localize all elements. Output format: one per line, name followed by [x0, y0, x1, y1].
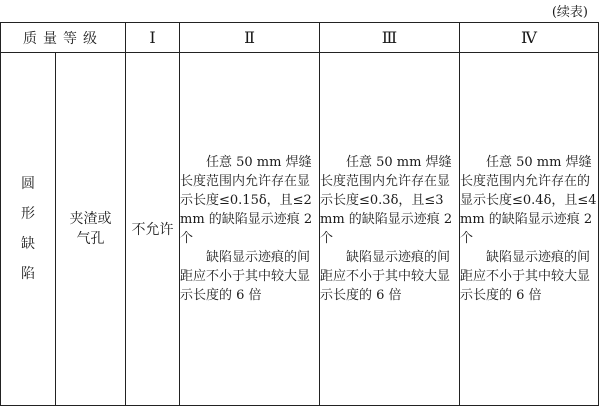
defect-type-cell — [56, 53, 126, 406]
grade-1-header: Ⅰ — [126, 23, 180, 53]
category-char: 缺 — [21, 236, 35, 252]
grade-4-requirement: 任意 50 mm 焊缝长度范围内允许存在的显示长度≤0.4δ，且≤4 mm 的缺陷显示迹痕 2 个 — [460, 155, 597, 246]
grade-4-cell — [460, 53, 599, 406]
grade-3-requirement: 任意 50 mm 焊缝长度范围内允许存在显示长度≤0.3δ，且≤3 mm 的缺陷显示迹痕 2 个 — [320, 155, 453, 246]
category-char: 形 — [21, 206, 35, 222]
quality-grade-table — [0, 22, 599, 406]
grade-3-cell — [320, 53, 460, 406]
grade-4-spacing-note: 缺陷显示迹痕的间距应不小于其中较大显示长度的 6 倍 — [460, 250, 591, 303]
grade-2-requirement: 任意 50 mm 焊缝长度范围内允许存在显示长度≤0.15δ，且≤2 mm 的缺陷显示迹痕 2 个 — [180, 155, 313, 246]
continued-label: (续表) — [551, 5, 588, 20]
grade-3-header: Ⅲ — [320, 23, 460, 53]
defect-type-line: 气孔 — [76, 231, 105, 247]
grade-2-header: Ⅱ — [180, 23, 320, 53]
defect-category-cell — [1, 53, 56, 406]
grade-2-spacing-note: 缺陷显示迹痕的间距应不小于其中较大显示长度的 6 倍 — [180, 250, 311, 303]
table-row — [1, 53, 599, 406]
grade-3-spacing-note: 缺陷显示迹痕的间距应不小于其中较大显示长度的 6 倍 — [320, 250, 451, 303]
category-char: 陷 — [21, 266, 35, 282]
grade-4-header: Ⅳ — [460, 23, 599, 53]
defect-type-line: 夹渣或 — [69, 211, 112, 227]
quality-level-header: 质量等级 — [1, 23, 126, 53]
category-char: 圆 — [21, 176, 35, 192]
table-header-row — [1, 23, 599, 53]
grade-1-cell: 不允许 — [126, 53, 180, 406]
grade-2-cell — [180, 53, 320, 406]
